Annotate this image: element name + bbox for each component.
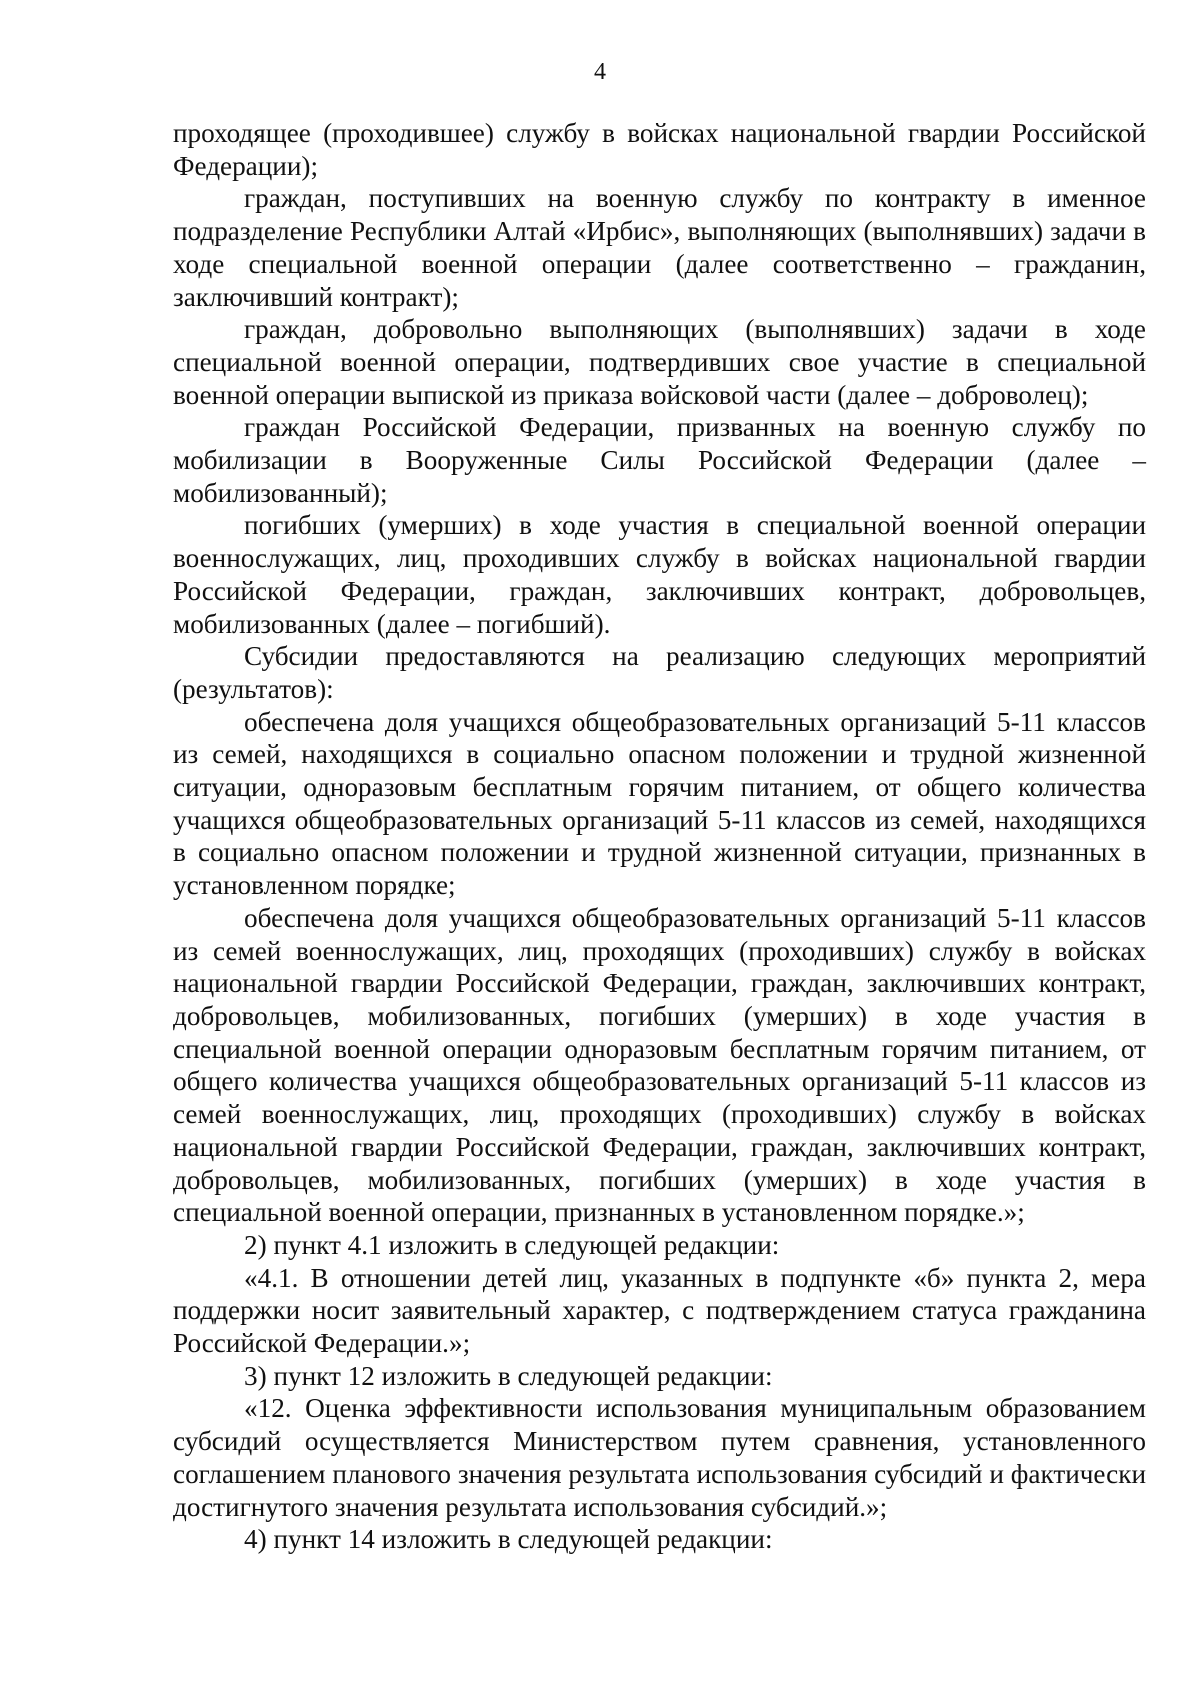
paragraph-contract-citizens: граждан, поступивших на военную службу по контракту в именное подразделение Республики Алтай «Ирбис», выполняющих (выполнявших) задачи в ходе специальной военной операции (далее соответственно – гражданин, заключивший контракт);: [173, 183, 1146, 312]
document-body: [173, 117, 1146, 1556]
paragraph-continuation: проходящее (проходившее) службу в войсках национальной гвардии Российской Федерации);: [173, 118, 1146, 181]
paragraph-deceased: погибших (умерших) в ходе участия в специальной военной операции военнослужащих, лиц, проходивших службу в войсках национальной гвардии Российской Федерации, граждан, заключивших контракт, добровольцев, мобилизованных (далее – погибший).: [173, 510, 1146, 639]
paragraph-volunteers: граждан, добровольно выполняющих (выполнявших) задачи в ходе специальной военной операции, подтвердивших свое участие в специальной военной операции выпиской из приказа войсковой части (далее – доброволец);: [173, 314, 1146, 410]
paragraph-item-4: 4) пункт 14 изложить в следующей редакции:: [244, 1524, 773, 1555]
page-number: 4: [594, 59, 606, 85]
paragraph-clause-12: «12. Оценка эффективности использования муниципальным образованием субсидий осуществляется Министерством путем сравнения, установленного соглашением планового значения результата использования субсидий и фактически достигнутого значения результата использования субсидий.»;: [173, 1393, 1146, 1522]
paragraph-item-3: 3) пункт 12 изложить в следующей редакции:: [244, 1360, 773, 1391]
paragraph-result-2: обеспечена доля учащихся общеобразовательных организаций 5-11 классов из семей военнослужащих, лиц, проходящих (проходивших) службу в войсках национальной гвардии Российской Федерации, граждан, заключивших контракт, добровольцев, мобилизованных, погибших (умерших) в ходе участия в специальной военной операции одноразовым бесплатным горячим питанием, от общего количества учащихся общеобразовательных организаций 5-11 классов из семей военнослужащих, лиц, проходящих (проходивших) службу в войсках национальной гвардии Российской Федерации, граждан, заключивших контракт, добровольцев, мобилизованных, погибших (умерших) в ходе участия в специальной военной операции, признанных в установленном порядке.»;: [173, 902, 1146, 1228]
paragraph-clause-4-1: «4.1. В отношении детей лиц, указанных в подпункте «б» пункта 2, мера поддержки носит заявительный характер, с подтверждением статуса гражданина Российской Федерации.»;: [173, 1262, 1146, 1359]
paragraph-subsidies-intro: Субсидии предоставляются на реализацию следующих мероприятий (результатов):: [173, 641, 1146, 704]
paragraph-mobilized: граждан Российской Федерации, призванных на военную службу по мобилизации в Вооруженные Силы Российской Федерации (далее – мобилизованный);: [173, 412, 1146, 508]
paragraph-item-2: 2) пункт 4.1 изложить в следующей редакции:: [244, 1229, 780, 1260]
paragraph-result-1: обеспечена доля учащихся общеобразовательных организаций 5-11 классов из семей, находящихся в социально опасном положении и трудной жизненной ситуации, одноразовым бесплатным горячим питанием, от общего количества учащихся общеобразовательных организаций 5-11 классов из семей, находящихся в социально опасном положении и трудной жизненной ситуации, признанных в установленном порядке;: [173, 706, 1146, 901]
